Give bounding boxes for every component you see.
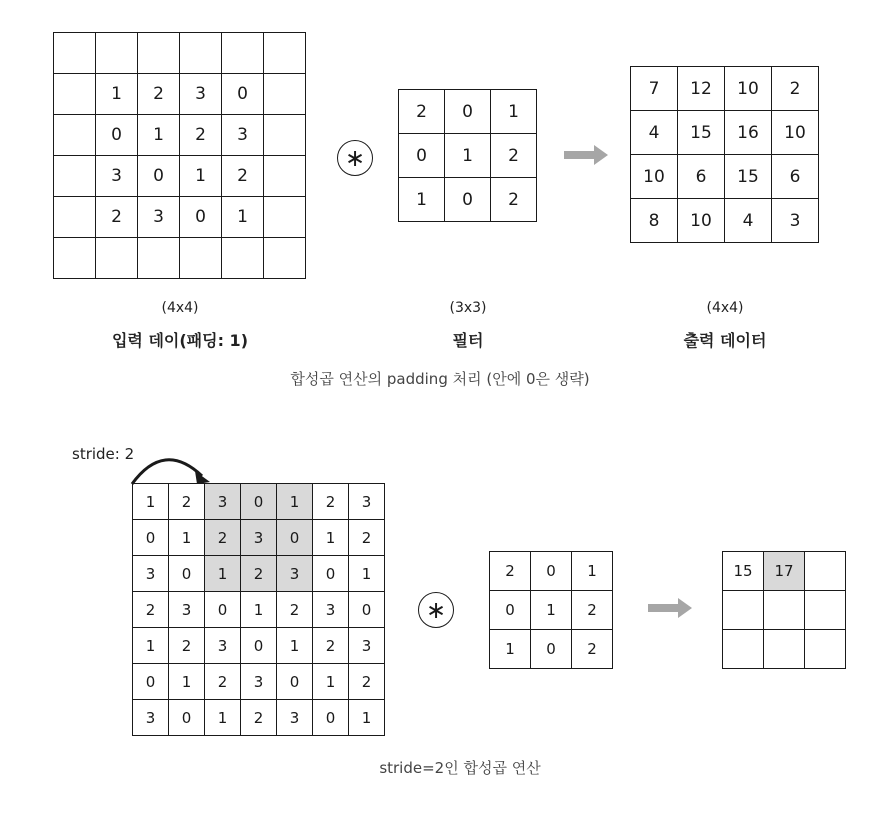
grid-cell: 10: [631, 155, 678, 199]
grid-cell: [138, 238, 180, 279]
grid-cell: 12: [678, 67, 725, 111]
grid-cell: 3: [133, 700, 169, 736]
grid-cell: 16: [725, 111, 772, 155]
grid-row: [490, 591, 613, 630]
grid-cell: 17: [764, 552, 805, 591]
filter-name-label: 필터: [452, 331, 484, 350]
grid-cell: 10: [772, 111, 819, 155]
grid-cell: [264, 33, 306, 74]
grid-cell: 3: [222, 115, 264, 156]
grid-row: [723, 630, 846, 669]
grid-cell: 1: [313, 520, 349, 556]
grid-cell: 0: [133, 520, 169, 556]
stride-right-arrow-icon: [648, 598, 692, 618]
grid-row: [133, 556, 385, 592]
grid-cell: 3: [96, 156, 138, 197]
grid-cell: 0: [313, 700, 349, 736]
grid-cell: [54, 74, 96, 115]
grid-cell: 0: [180, 197, 222, 238]
grid-cell: 2: [241, 556, 277, 592]
grid-row: [54, 33, 306, 74]
grid-cell: 0: [349, 592, 385, 628]
grid-row: [631, 111, 819, 155]
stride-caption: stride=2인 합성곱 연산: [379, 759, 541, 777]
grid-cell: [264, 74, 306, 115]
grid-cell: [805, 552, 846, 591]
grid-cell: 2: [222, 156, 264, 197]
grid-cell: 2: [572, 591, 613, 630]
grid-cell: 2: [169, 484, 205, 520]
grid-cell: 3: [277, 556, 313, 592]
grid-cell: [805, 630, 846, 669]
grid-cell: 1: [313, 664, 349, 700]
grid-cell: 6: [772, 155, 819, 199]
grid-cell: 3: [277, 700, 313, 736]
grid-cell: 3: [241, 664, 277, 700]
grid-cell: 3: [772, 199, 819, 243]
grid-cell: 0: [490, 591, 531, 630]
grid-cell: [54, 33, 96, 74]
grid-cell: 15: [723, 552, 764, 591]
grid-cell: 15: [678, 111, 725, 155]
grid-row: [399, 90, 537, 134]
grid-cell: [222, 238, 264, 279]
grid-row: [133, 700, 385, 736]
stride-output-grid: [722, 551, 846, 669]
grid-cell: 0: [241, 484, 277, 520]
grid-cell: 1: [445, 134, 491, 178]
grid-cell: 0: [531, 552, 572, 591]
grid-cell: 1: [277, 628, 313, 664]
grid-cell: 1: [531, 591, 572, 630]
grid-cell: 6: [678, 155, 725, 199]
grid-cell: [264, 115, 306, 156]
grid-cell: 2: [241, 700, 277, 736]
stride-input-grid: [132, 483, 385, 736]
grid-cell: 2: [313, 628, 349, 664]
grid-cell: 1: [205, 700, 241, 736]
grid-row: [631, 155, 819, 199]
grid-cell: 2: [138, 74, 180, 115]
grid-cell: 0: [138, 156, 180, 197]
grid-cell: 0: [399, 134, 445, 178]
grid-cell: [54, 156, 96, 197]
grid-cell: 4: [725, 199, 772, 243]
grid-cell: 0: [445, 90, 491, 134]
grid-cell: 3: [205, 628, 241, 664]
output-grid: [630, 66, 819, 243]
grid-cell: 1: [491, 90, 537, 134]
grid-cell: 1: [169, 664, 205, 700]
grid-row: [133, 520, 385, 556]
grid-row: [133, 628, 385, 664]
grid-cell: 0: [222, 74, 264, 115]
grid-cell: 2: [205, 520, 241, 556]
grid-cell: [96, 33, 138, 74]
grid-cell: 1: [222, 197, 264, 238]
grid-cell: [723, 591, 764, 630]
grid-row: [54, 197, 306, 238]
grid-row: [399, 178, 537, 222]
grid-cell: 1: [349, 700, 385, 736]
grid-cell: 15: [725, 155, 772, 199]
grid-cell: 3: [349, 484, 385, 520]
grid-cell: 1: [277, 484, 313, 520]
stride-convolution-operator-icon: ∗: [418, 592, 454, 628]
grid-cell: 0: [169, 700, 205, 736]
padding-caption: 합성곱 연산의 padding 처리 (안에 0은 생략): [290, 370, 590, 388]
grid-cell: [138, 33, 180, 74]
grid-cell: 0: [133, 664, 169, 700]
grid-row: [54, 115, 306, 156]
grid-cell: 3: [133, 556, 169, 592]
grid-cell: 3: [138, 197, 180, 238]
grid-cell: 2: [277, 592, 313, 628]
grid-row: [723, 591, 846, 630]
grid-row: [133, 484, 385, 520]
grid-cell: [264, 238, 306, 279]
grid-cell: 3: [180, 74, 222, 115]
grid-cell: 2: [572, 630, 613, 669]
grid-cell: 1: [349, 556, 385, 592]
grid-row: [490, 630, 613, 669]
input-dims-label: (4x4): [161, 300, 199, 316]
grid-cell: 0: [277, 664, 313, 700]
grid-cell: 0: [205, 592, 241, 628]
grid-cell: [54, 115, 96, 156]
grid-row: [631, 67, 819, 111]
grid-cell: 1: [96, 74, 138, 115]
grid-cell: 3: [169, 592, 205, 628]
grid-cell: [764, 630, 805, 669]
grid-cell: 2: [96, 197, 138, 238]
grid-row: [133, 664, 385, 700]
grid-cell: 2: [399, 90, 445, 134]
grid-cell: [54, 238, 96, 279]
grid-cell: 0: [241, 628, 277, 664]
grid-cell: 1: [572, 552, 613, 591]
grid-cell: 0: [531, 630, 572, 669]
grid-cell: 3: [349, 628, 385, 664]
grid-cell: 10: [678, 199, 725, 243]
output-dims-label: (4x4): [706, 300, 744, 316]
stride-label: stride: 2: [72, 445, 135, 463]
right-arrow-icon: [564, 145, 608, 165]
grid-cell: [180, 33, 222, 74]
curved-arrow-icon: [120, 446, 220, 488]
grid-cell: [723, 630, 764, 669]
grid-cell: 2: [490, 552, 531, 591]
grid-cell: 2: [180, 115, 222, 156]
grid-cell: [222, 33, 264, 74]
grid-cell: 7: [631, 67, 678, 111]
grid-cell: 3: [205, 484, 241, 520]
convolution-operator-icon: ∗: [337, 140, 373, 176]
grid-cell: 1: [399, 178, 445, 222]
grid-cell: 0: [169, 556, 205, 592]
grid-cell: 2: [349, 664, 385, 700]
grid-cell: 1: [241, 592, 277, 628]
grid-cell: [764, 591, 805, 630]
grid-row: [54, 74, 306, 115]
grid-row: [490, 552, 613, 591]
grid-cell: 0: [277, 520, 313, 556]
grid-cell: 1: [180, 156, 222, 197]
grid-cell: [54, 197, 96, 238]
grid-row: [54, 238, 306, 279]
grid-row: [54, 156, 306, 197]
grid-cell: 2: [491, 134, 537, 178]
grid-cell: 4: [631, 111, 678, 155]
grid-cell: 2: [205, 664, 241, 700]
grid-cell: 1: [205, 556, 241, 592]
grid-cell: 2: [772, 67, 819, 111]
grid-cell: 1: [169, 520, 205, 556]
grid-cell: [180, 238, 222, 279]
grid-row: [723, 552, 846, 591]
grid-cell: [264, 197, 306, 238]
grid-cell: [96, 238, 138, 279]
grid-cell: 2: [491, 178, 537, 222]
grid-cell: 2: [349, 520, 385, 556]
grid-cell: 3: [241, 520, 277, 556]
grid-row: [133, 592, 385, 628]
grid-cell: 0: [313, 556, 349, 592]
grid-cell: [264, 156, 306, 197]
padded-input-grid: [53, 32, 306, 279]
grid-cell: 2: [313, 484, 349, 520]
grid-cell: 8: [631, 199, 678, 243]
grid-row: [399, 134, 537, 178]
input-name-label: 입력 데이(패딩: 1): [111, 331, 249, 350]
grid-cell: 1: [138, 115, 180, 156]
grid-cell: 1: [133, 628, 169, 664]
grid-cell: 0: [96, 115, 138, 156]
filter-grid: [398, 89, 537, 222]
grid-cell: 10: [725, 67, 772, 111]
grid-cell: 2: [169, 628, 205, 664]
filter-dims-label: (3x3): [449, 300, 487, 316]
grid-cell: 2: [133, 592, 169, 628]
grid-cell: 3: [313, 592, 349, 628]
stride-filter-grid: [489, 551, 613, 669]
grid-cell: 0: [445, 178, 491, 222]
output-name-label: 출력 데이터: [683, 331, 767, 350]
grid-cell: [805, 591, 846, 630]
grid-row: [631, 199, 819, 243]
grid-cell: 1: [133, 484, 169, 520]
grid-cell: 1: [490, 630, 531, 669]
